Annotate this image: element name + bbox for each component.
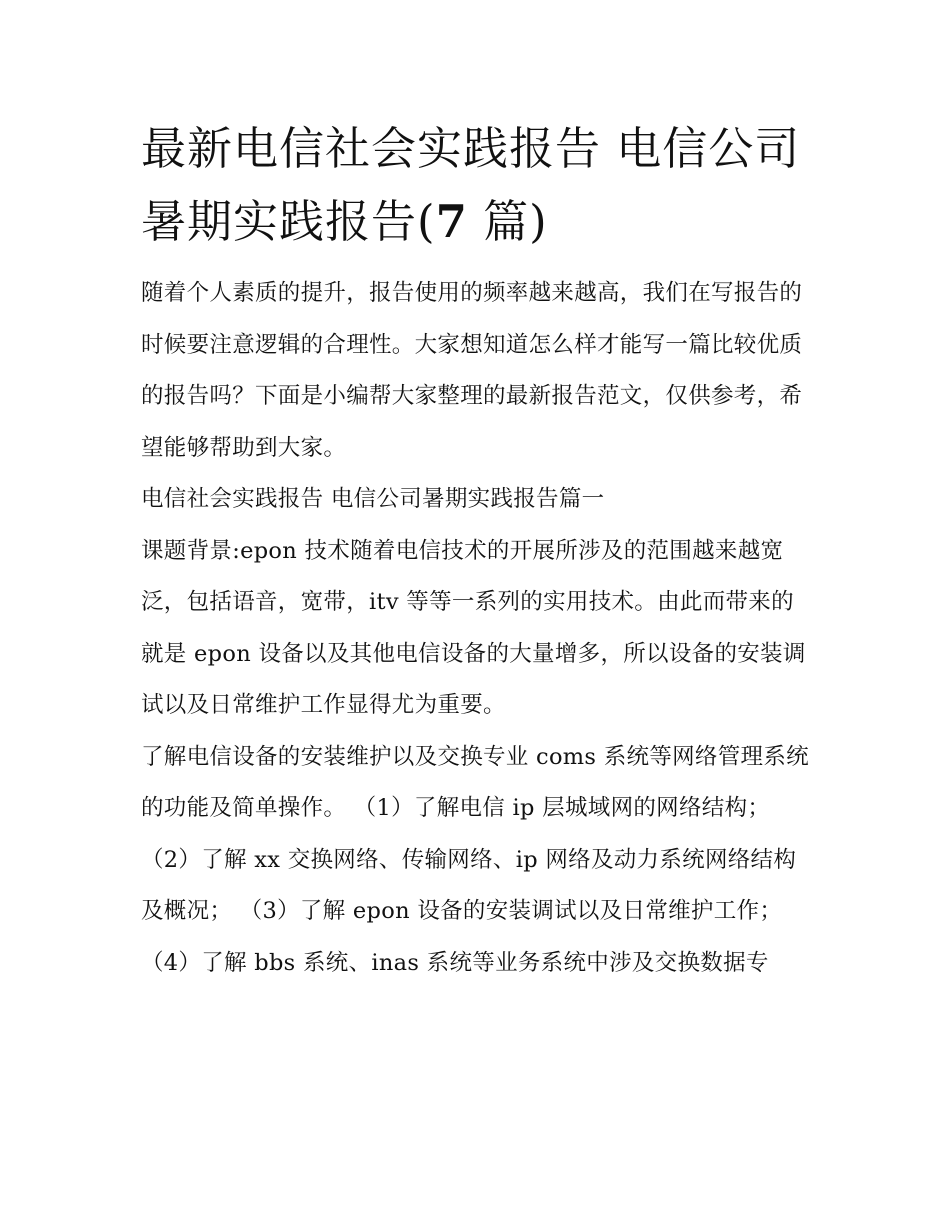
intro-paragraph: 随着个人素质的提升，报告使用的频率越来越高，我们在写报告的时候要注意逻辑的合理性。大家想知道怎么样才能写一篇比较优质的报告吗？下面是小编帮大家整理的最新报告范文，仅供参考，希望能够帮助到大家。 — [141, 280, 803, 461]
background-paragraph: 课题背景:epon 技术随着电信技术的开展所涉及的范围越来越宽泛，包括语音，宽带，itv 等等一系列的实用技术。由此而带来的就是 epon 设备以及其他电信设备的大量增多，所以设备的安装调试以及日常维护工作显得尤为重要。 — [141, 537, 806, 718]
title-text-part2: 篇) — [467, 195, 548, 248]
objective-paragraph-2: （2）了解 xx 交换网络、传输网络、ip 网络及动力系统网络结构及概况； （3）了解 epon 设备的安装调试以及日常维护工作； — [141, 846, 797, 924]
objective-paragraph-1: 了解电信设备的安装维护以及交换专业 coms 系统等网络管理系统的功能及简单操作。 （1）了解电信 ip 层城域网的网络结构； — [141, 743, 809, 821]
document-title — [141, 112, 813, 258]
objective-paragraph-3: （4）了解 bbs 系统、inas 系统等业务系统中涉及交换数据专 — [141, 949, 769, 976]
section-heading: 电信社会实践报告 电信公司暑期实践报告篇一 — [141, 486, 605, 512]
title-text-part1: 最新电信社会实践报告 电信公司暑期实践报告( — [141, 122, 801, 248]
title-number: 7 — [435, 195, 468, 248]
document-page — [141, 112, 813, 989]
